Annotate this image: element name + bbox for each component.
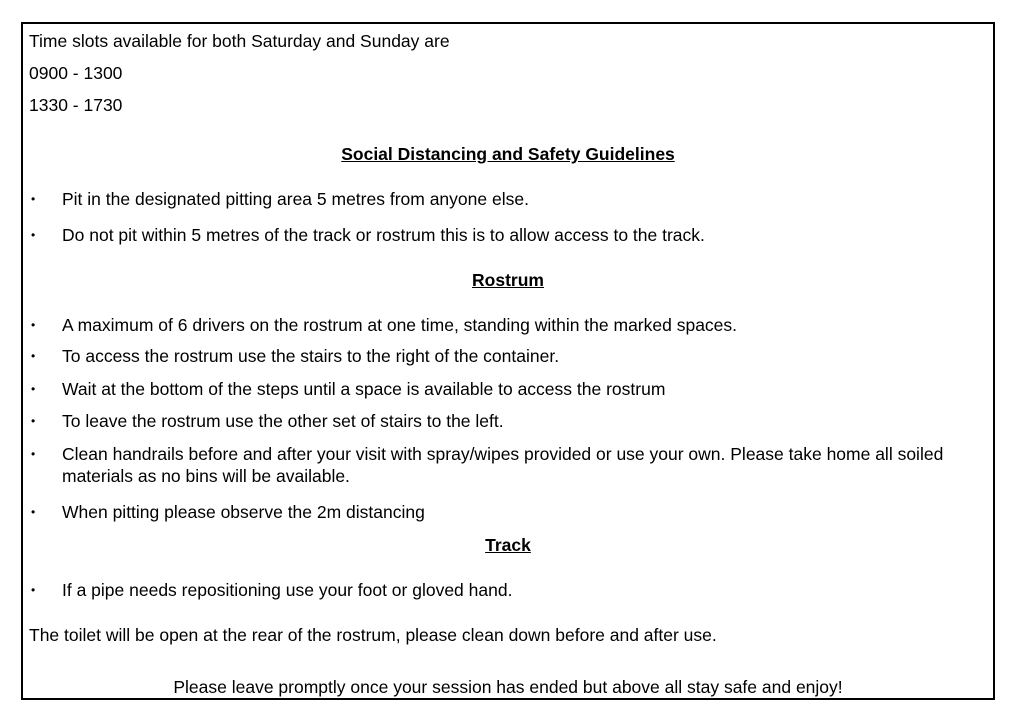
list-item-text: To leave the rostrum use the other set of stairs to the left.	[62, 411, 504, 431]
rostrum-heading: Rostrum	[472, 270, 544, 290]
list-item-text: A maximum of 6 drivers on the rostrum at one time, standing within the marked spaces.	[62, 315, 738, 335]
list-item-text: To access the rostrum use the stairs to the right of the container.	[62, 346, 560, 366]
intro-line: Time slots available for both Saturday and Sunday are	[29, 31, 450, 51]
time-slot-1: 0900 - 1300	[29, 63, 123, 83]
list-item-text: Do not pit within 5 metres of the track or rostrum this is to allow access to the track.	[62, 225, 705, 245]
bullet-icon: •	[31, 318, 36, 332]
track-heading: Track	[485, 535, 531, 555]
list-item-text: Clean handrails before and after your visit with spray/wipes provided or use your own. Please take home all soiled materials as no bins will be available.	[62, 444, 944, 486]
bullet-icon: •	[31, 228, 36, 242]
bullet-icon: •	[31, 583, 36, 597]
bullet-icon: •	[31, 414, 36, 428]
list-item-text: If a pipe needs repositioning use your foot or gloved hand.	[62, 580, 513, 600]
bullet-icon: •	[31, 505, 36, 519]
bullet-icon: •	[31, 192, 36, 206]
toilet-notice: The toilet will be open at the rear of the rostrum, please clean down before and after use.	[29, 625, 717, 645]
list-item-text: When pitting please observe the 2m distancing	[62, 502, 425, 522]
closing-message: Please leave promptly once your session has ended but above all stay safe and enjoy!	[173, 677, 843, 697]
bullet-icon: •	[31, 447, 36, 461]
bullet-icon: •	[31, 349, 36, 363]
social-distancing-heading: Social Distancing and Safety Guidelines	[341, 144, 675, 164]
list-item-text: Wait at the bottom of the steps until a space is available to access the rostrum	[62, 379, 666, 399]
bullet-icon: •	[31, 382, 36, 396]
time-slot-2: 1330 - 1730	[29, 95, 123, 115]
notice-frame	[21, 22, 995, 700]
list-item-text: Pit in the designated pitting area 5 metres from anyone else.	[62, 189, 529, 209]
